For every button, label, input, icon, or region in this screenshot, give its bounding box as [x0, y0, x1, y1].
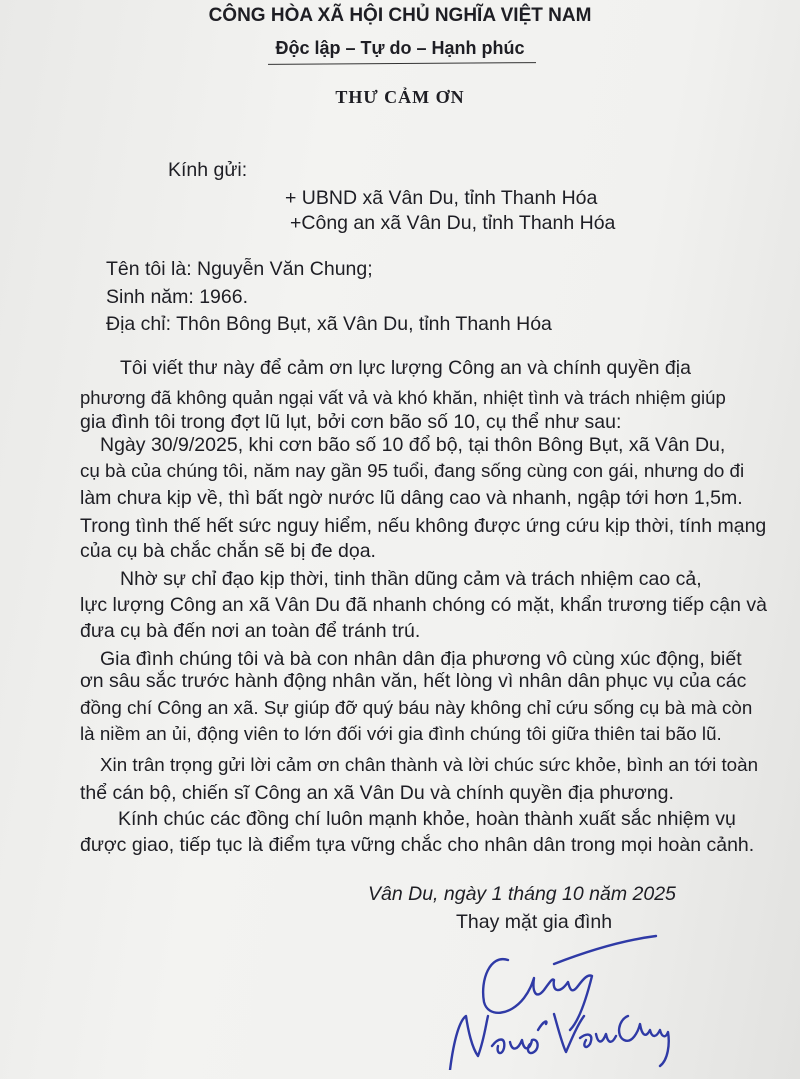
- body-line: được giao, tiếp tục là điểm tựa vững chắc cho nhân dân trong mọi hoàn cảnh.: [80, 834, 755, 856]
- body-line: cụ bà của chúng tôi, năm nay gần 95 tuổi, đang sống cùng con gái, nhưng do đi: [80, 460, 745, 481]
- body-line: Ngày 30/9/2025, khi cơn bão số 10 đổ bộ, tại thôn Bông Bụt, xã Vân Du,: [100, 434, 726, 456]
- place-date: Vân Du, ngày 1 tháng 10 năm 2025: [368, 883, 676, 905]
- recipient-line: + UBND xã Vân Du, tỉnh Thanh Hóa: [285, 187, 598, 209]
- motto-underline: [268, 62, 536, 65]
- body-line: làm chưa kịp về, thì bất ngờ nước lũ dâng cao và nhanh, ngập tới hơn 1,5m.: [80, 487, 743, 509]
- sender-name: Tên tôi là: Nguyễn Văn Chung;: [106, 258, 373, 280]
- on-behalf-label: Thay mặt gia đình: [456, 911, 613, 933]
- body-line: Gia đình chúng tôi và bà con nhân dân địa phương vô cùng xúc động, biết: [100, 648, 742, 670]
- body-line: ơn sâu sắc trước hành động nhân văn, hết lòng vì nhân dân phục vụ của các: [80, 670, 747, 692]
- body-line: Trong tình thế hết sức nguy hiểm, nếu không được ứng cứu kịp thời, tính mạng: [80, 515, 767, 537]
- body-line: đồng chí Công an xã. Sự giúp đỡ quý báu này không chỉ cứu sống cụ bà mà còn: [80, 697, 753, 718]
- letter-title: THƯ CẢM ƠN: [335, 87, 465, 107]
- sender-address: Địa chỉ: Thôn Bông Bụt, xã Vân Du, tỉnh Thanh Hóa: [106, 313, 552, 335]
- body-line: của cụ bà chắc chắn sẽ bị đe dọa.: [80, 540, 376, 562]
- body-line: đưa cụ bà đến nơi an toàn để tránh trú.: [80, 620, 421, 642]
- national-motto: Độc lập – Tự do – Hạnh phúc: [275, 38, 525, 58]
- body-line: thể cán bộ, chiến sĩ Công an xã Vân Du và chính quyền địa phương.: [80, 782, 674, 804]
- body-line: là niềm an ủi, động viên to lớn đối với gia đình chúng tôi giữa thiên tai bão lũ.: [80, 723, 722, 744]
- body-line: Tôi viết thư này để cảm ơn lực lượng Công an và chính quyền địa: [120, 357, 691, 379]
- sender-birth-year: Sinh năm: 1966.: [106, 286, 249, 308]
- signature-icon: [420, 920, 680, 1070]
- national-title: CÔNG HÒA XÃ HỘI CHỦ NGHĨA VIỆT NAM: [208, 5, 592, 26]
- body-line: gia đình tôi trong đợt lũ lụt, bởi cơn bão số 10, cụ thể như sau:: [80, 411, 622, 433]
- recipient-line: +Công an xã Vân Du, tỉnh Thanh Hóa: [290, 212, 616, 234]
- body-line: phương đã không quản ngại vất vả và khó khăn, nhiệt tình và trách nhiệm giúp: [80, 387, 726, 408]
- salutation: Kính gửi:: [168, 159, 248, 181]
- body-line: Xin trân trọng gửi lời cảm ơn chân thành và lời chúc sức khỏe, bình an tới toàn: [100, 754, 759, 775]
- body-line: Kính chúc các đồng chí luôn mạnh khỏe, hoàn thành xuất sắc nhiệm vụ: [118, 808, 736, 830]
- body-line: Nhờ sự chỉ đạo kịp thời, tinh thần dũng cảm và trách nhiệm cao cả,: [120, 568, 702, 590]
- body-line: lực lượng Công an xã Vân Du đã nhanh chóng có mặt, khẩn trương tiếp cận và: [80, 594, 767, 616]
